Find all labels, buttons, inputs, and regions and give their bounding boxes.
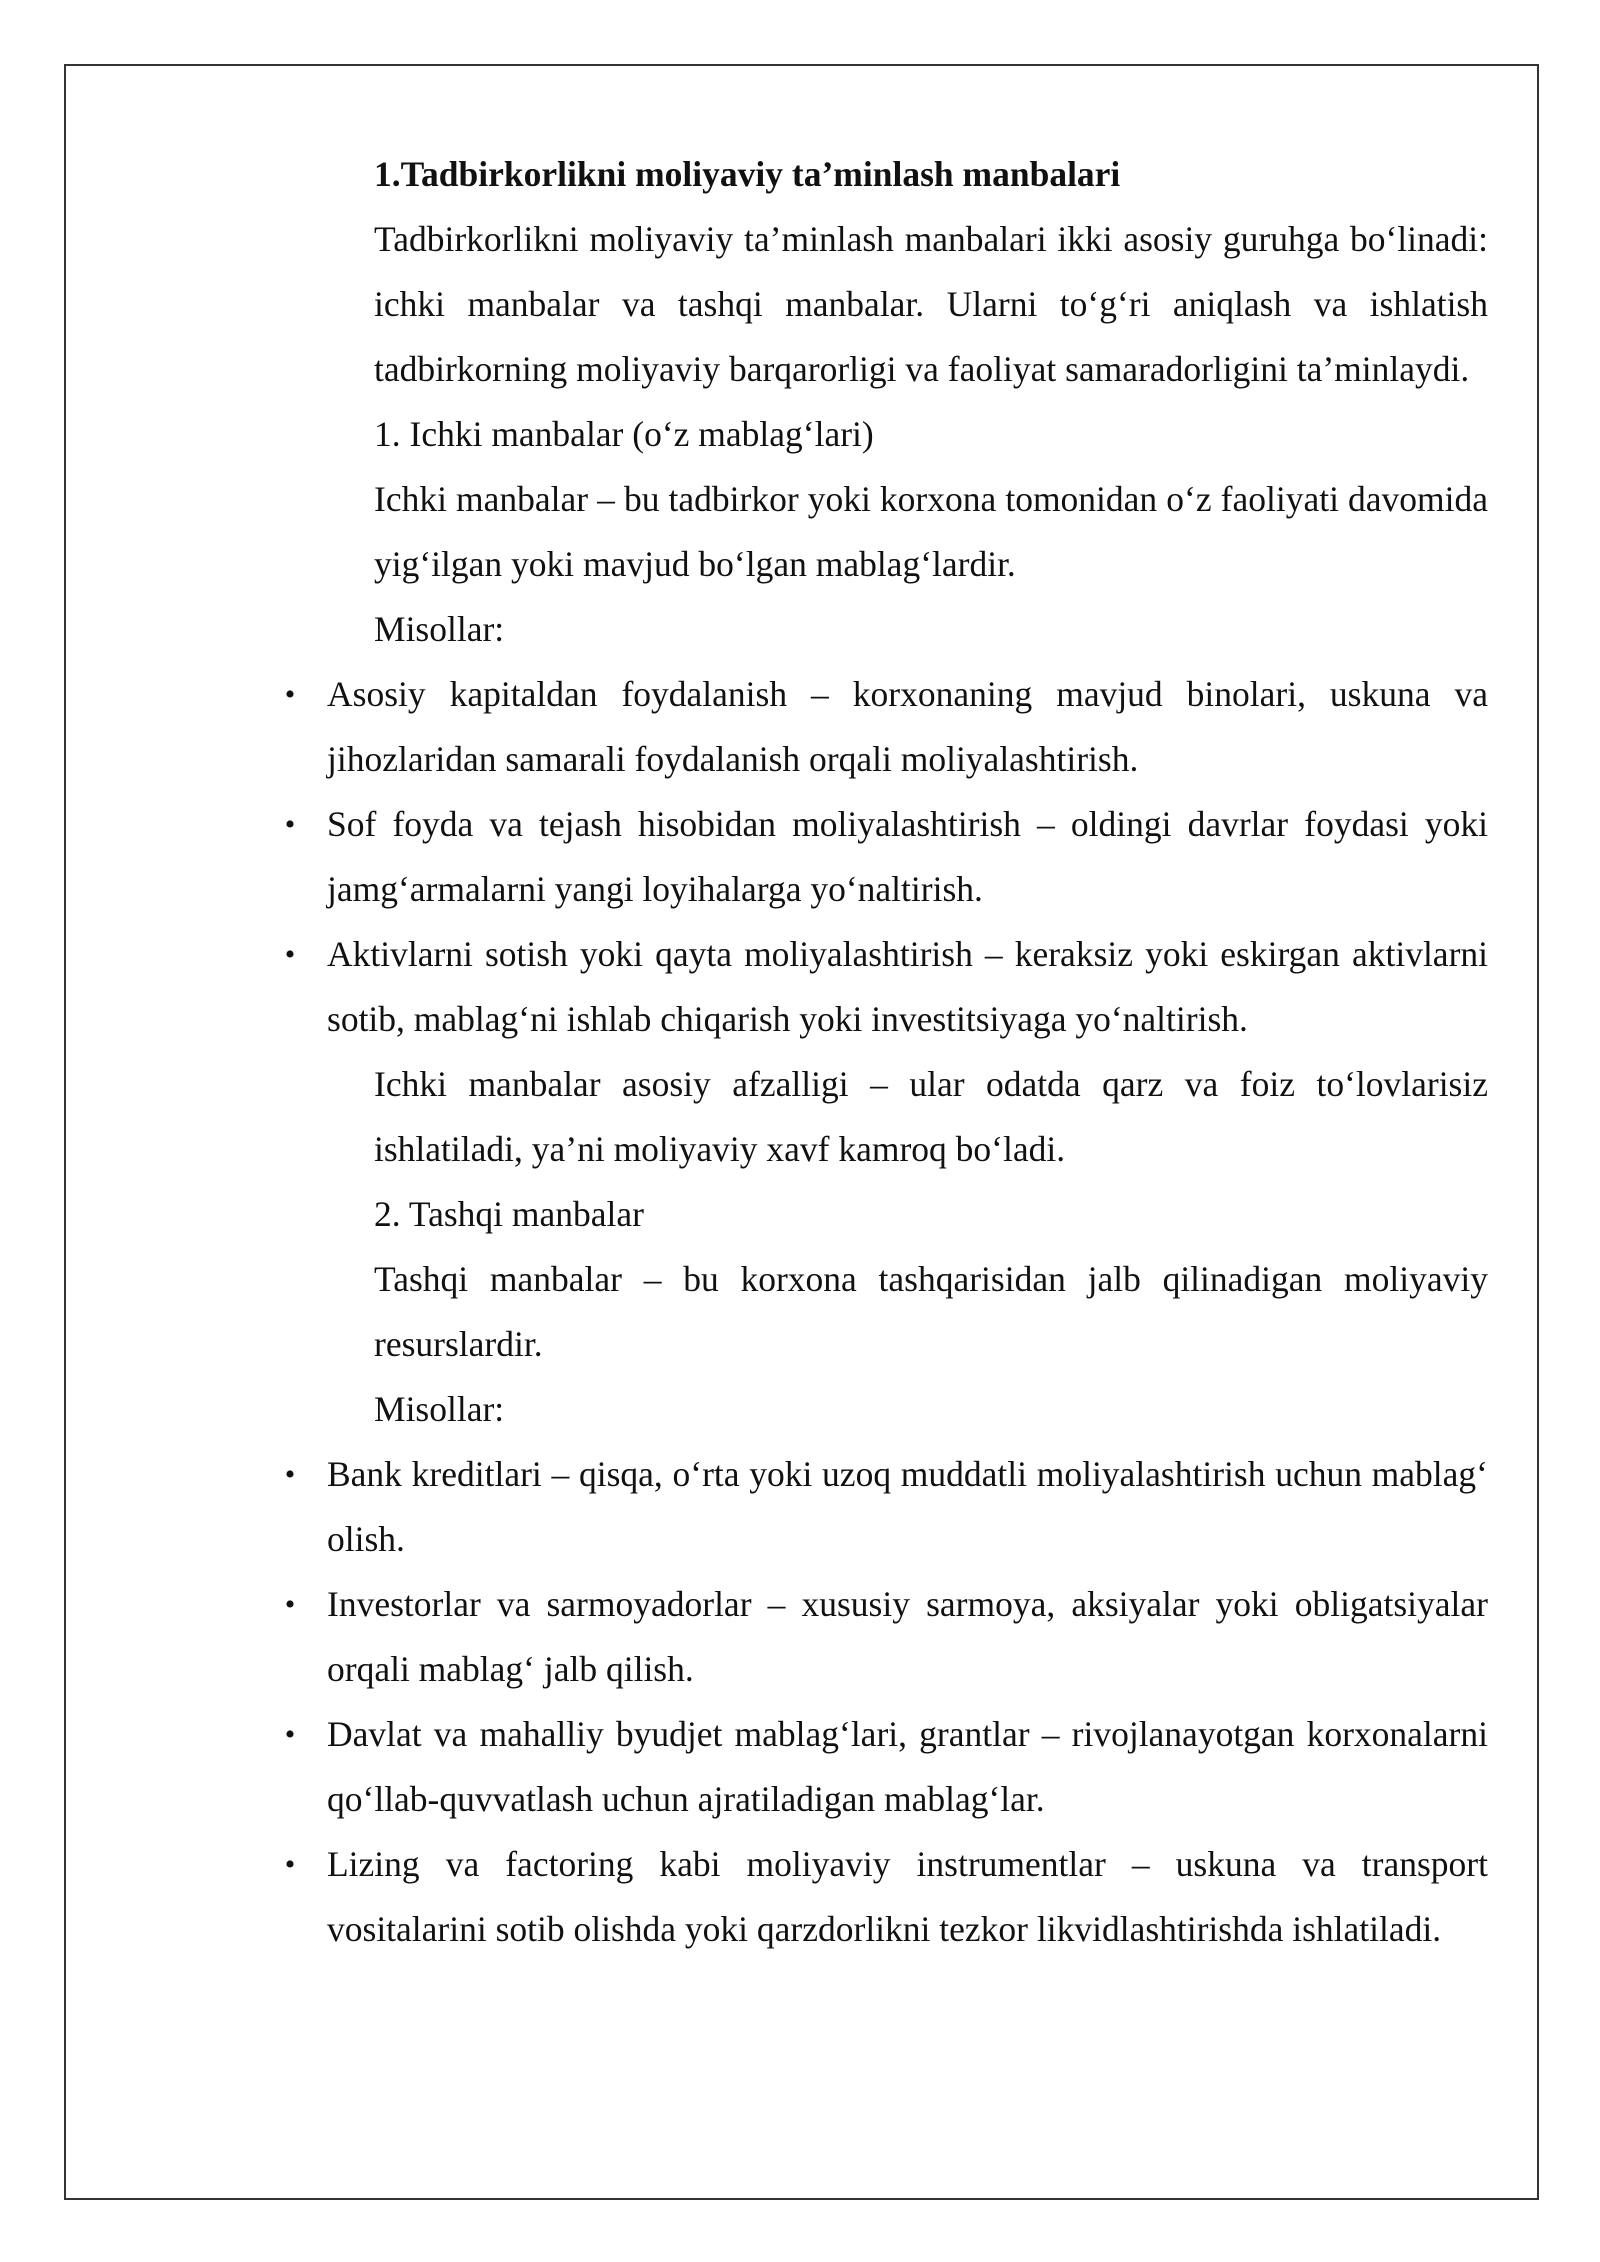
- bullet-icon: •: [284, 678, 296, 711]
- internal-sources-heading: 1. Ichki manbalar (o‘z mablag‘lari): [374, 414, 874, 454]
- external-sources-heading: 2. Tashqi manbalar: [374, 1194, 644, 1234]
- bullet-icon: •: [284, 1718, 296, 1751]
- bullet-icon: •: [284, 1848, 296, 1881]
- list-item-text: Asosiy kapitaldan foydalanish – korxonaning mavjud binolari, uskuna va jihozlaridan samarali foydalanish orqali moliyalashtirish.: [327, 674, 1488, 779]
- bullet-icon: •: [284, 808, 296, 841]
- list-item-text: Sof foyda va tejash hisobidan moliyalashtirish – oldingi davrlar foydasi yoki jamg‘armalarni yangi loyihalarga yo‘naltirish.: [327, 804, 1488, 909]
- list-item-text: Davlat va mahalliy byudjet mablag‘lari, grantlar – rivojlanayotgan korxonalarni qo‘llab-quvvatlash uchun ajratiladigan mablag‘lar.: [327, 1714, 1488, 1819]
- internal-examples-list: [284, 662, 1488, 1052]
- external-sources-definition: Tashqi manbalar – bu korxona tashqarisidan jalb qilinadigan moliyaviy resurslardir.: [374, 1259, 1488, 1364]
- bullet-icon: •: [284, 938, 296, 971]
- internal-sources-definition: Ichki manbalar – bu tadbirkor yoki korxona tomonidan o‘z faoliyati davomida yig‘ilgan yoki mavjud bo‘lgan mablag‘lardir.: [374, 479, 1488, 584]
- list-item-text: Bank kreditlari – qisqa, o‘rta yoki uzoq muddatli moliyalashtirish uchun mablag‘ olish.: [327, 1454, 1488, 1559]
- list-item: [284, 1702, 1488, 1832]
- list-item-text: Lizing va factoring kabi moliyaviy instrumentlar – uskuna va transport vositalarini sotib olishda yoki qarzdorlikni tezkor likvidlashtirishda ishlatiladi.: [327, 1844, 1488, 1949]
- list-item: [284, 922, 1488, 1052]
- internal-advantage-paragraph: Ichki manbalar asosiy afzalligi – ular odatda qarz va foiz to‘lovlarisiz ishlatiladi, ya’ni moliyaviy xavf kamroq bo‘ladi.: [374, 1064, 1488, 1169]
- external-examples-list: [284, 1442, 1488, 1962]
- list-item: [284, 1832, 1488, 1962]
- list-item-text: Aktivlarni sotish yoki qayta moliyalashtirish – keraksiz yoki eskirgan aktivlarni sotib, mablag‘ni ishlab chiqarish yoki investitsiyaga yo‘naltirish.: [327, 934, 1488, 1039]
- bullet-icon: •: [284, 1588, 296, 1621]
- list-item: [284, 1442, 1488, 1572]
- bullet-icon: •: [284, 1458, 296, 1491]
- section-title: 1.Tadbirkorlikni moliyaviy ta’minlash manbalari: [374, 154, 1121, 194]
- intro-paragraph: Tadbirkorlikni moliyaviy ta’minlash manbalari ikki asosiy guruhga bo‘linadi: ichki manbalar va tashqi manbalar. Ularni to‘g‘ri aniqlash va ishlatish tadbirkorning moliyaviy barqarorligi va faoliyat samaradorligini ta’minlaydi.: [374, 219, 1488, 389]
- list-item: [284, 792, 1488, 922]
- list-item: [284, 1572, 1488, 1702]
- internal-examples-label: Misollar:: [374, 609, 505, 649]
- document-body: [284, 142, 1488, 1962]
- external-examples-label: Misollar:: [374, 1389, 505, 1429]
- list-item: [284, 662, 1488, 792]
- list-item-text: Investorlar va sarmoyadorlar – xususiy sarmoya, aksiyalar yoki obligatsiyalar orqali mablag‘ jalb qilish.: [327, 1584, 1488, 1689]
